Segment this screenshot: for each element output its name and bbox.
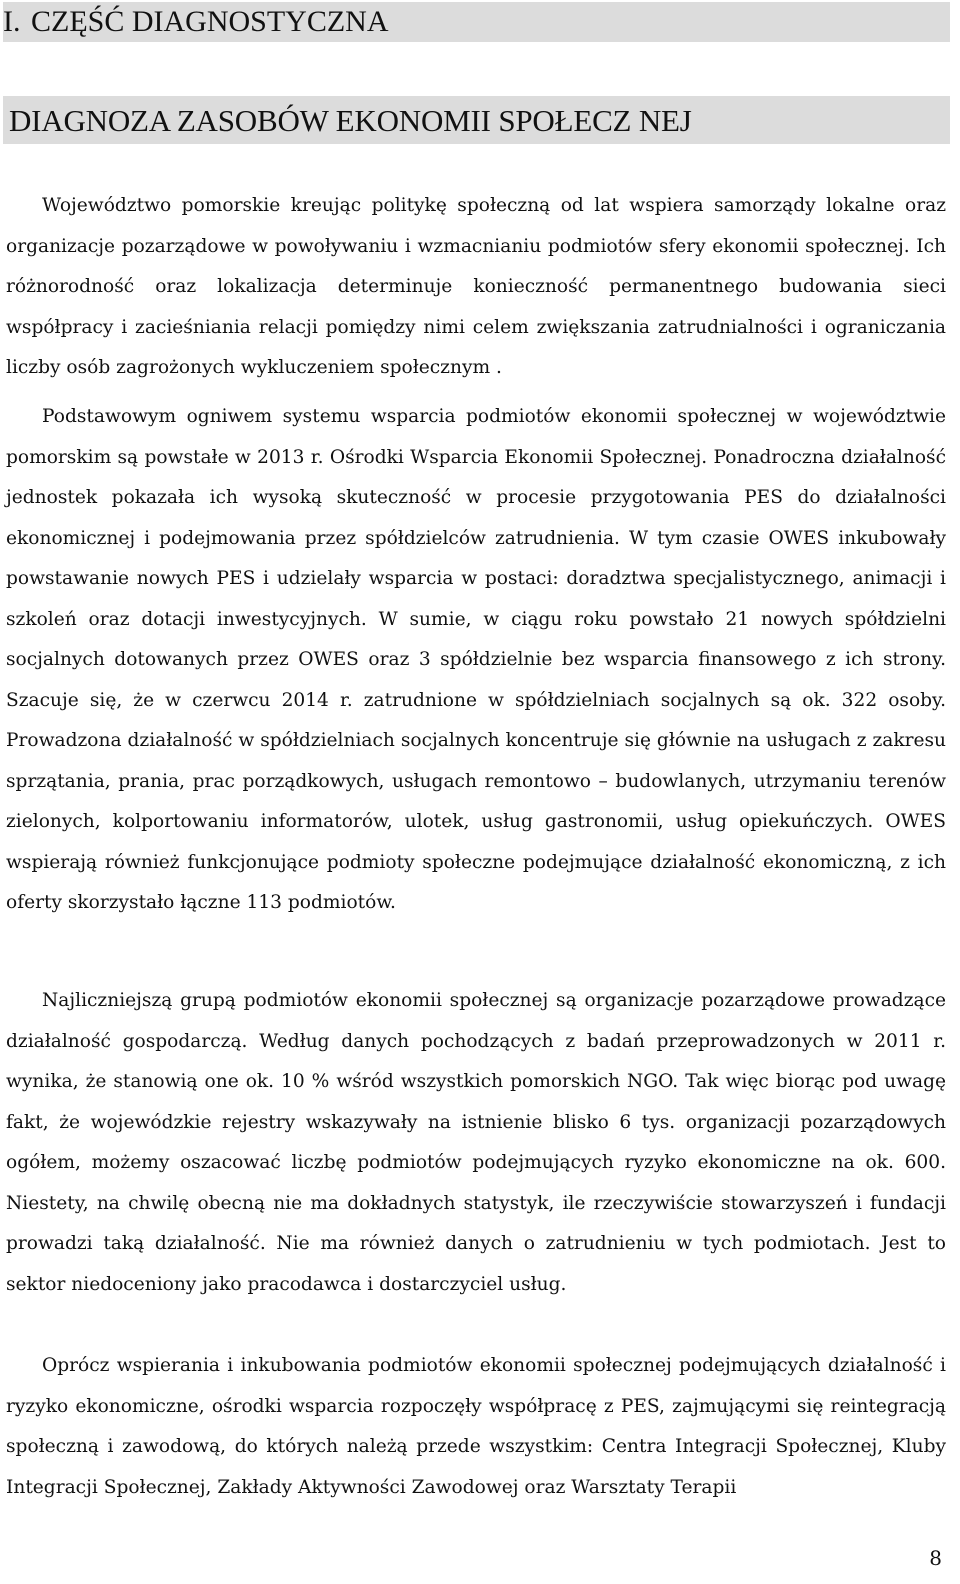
page-number: 8 — [929, 1546, 942, 1570]
paragraph-4: Oprócz wspierania i inkubowania podmiotów ekonomii społecznej podejmujących działalność i ryzyko ekonomiczne, ośrodki wsparcia rozpoczęły współpracę z PES, zajmującymi się reintegracją społeczną i zawodową, do których należą przede wszystkim: Centra Integracji Społecznej, Kluby Integracji Społecznej, Zakłady Aktywności Zawodowej oraz Warsztaty Terapii — [6, 1355, 946, 1498]
paragraph-2: Podstawowym ogniwem systemu wsparcia podmiotów ekonomii społecznej w województwie pomorskim są powstałe w 2013 r. Ośrodki Wsparcia Ekonomii Społecznej. Ponadroczna działalność jednostek pokazała ich wysoką skuteczność w procesie przygotowania PES do działalności ekonomicznej i podejmowania przez spółdzielców zatrudnienia. W tym czasie OWES inkubowały powstawanie nowych PES i udzielały wsparcia w postaci: doradztwa specjalistycznego, animacji i szkoleń oraz dotacji inwestycyjnych. W sumie, w ciągu roku powstało 21 nowych spółdzielni socjalnych dotowanych przez OWES oraz 3 spółdzielnie bez wsparcia finansowego z ich strony. Szacuje się, że w czerwcu 2014 r. zatrudnione w spółdzielniach socjalnych są ok. 322 osoby. Prowadzona działalność w spółdzielniach socjalnych koncentruje się głównie na usługach z zakresu sprzątania, prania, prac porządkowych, usługach remontowo – budowlanych, utrzymaniu terenów zielonych, kolportowaniu informatorów, ulotek, usług gastronomii, usług opiekuńczych. OWES wspierają również funkcjonujące podmioty społeczne podejmujące działalność ekonomiczną, z ich oferty skorzystało łączne 113 podmiotów. — [6, 406, 946, 913]
subsection-heading: DIAGNOZA ZASOBÓW EKONOMII SPOŁECZ NEJ — [3, 96, 950, 144]
paragraph-3: Najliczniejszą grupą podmiotów ekonomii społecznej są organizacje pozarządowe prowadzące działalność gospodarczą. Według danych pochodzących z badań przeprowadzonych w 2011 r. wynika, że stanowią one ok. 10 % wśród wszystkich pomorskich NGO. Tak więc biorąc pod uwagę fakt, że wojewódzkie rejestry wskazywały na istnienie blisko 6 tys. organizacji pozarządowych ogółem, możemy oszacować liczbę podmiotów podejmujących ryzyko ekonomiczne na ok. 600. Niestety, na chwilę obecną nie ma dokładnych statystyk, ile rzeczywiście stowarzyszeń i fundacji prowadzi taką działalność. Nie ma również danych o zatrudnieniu w tych podmiotach. Jest to sektor niedoceniony jako pracodawca i dostarczyciel usług. — [6, 990, 946, 1295]
section-title: CZĘŚĆ DIAGNOSTYCZNA — [31, 5, 389, 38]
section-number: I. — [3, 5, 21, 38]
section-heading — [3, 2, 950, 42]
paragraph-1: Województwo pomorskie kreując politykę społeczną od lat wspiera samorządy lokalne oraz organizacje pozarządowe w powoływaniu i wzmacnianiu podmiotów sfery ekonomii społecznej. Ich różnorodność oraz lokalizacja determinuje konieczność permanentnego budowania sieci współpracy i zacieśniania relacji pomiędzy nimi celem zwiększania zatrudnialności i ograniczania liczby osób zagrożonych wykluczeniem społecznym . — [6, 195, 946, 378]
